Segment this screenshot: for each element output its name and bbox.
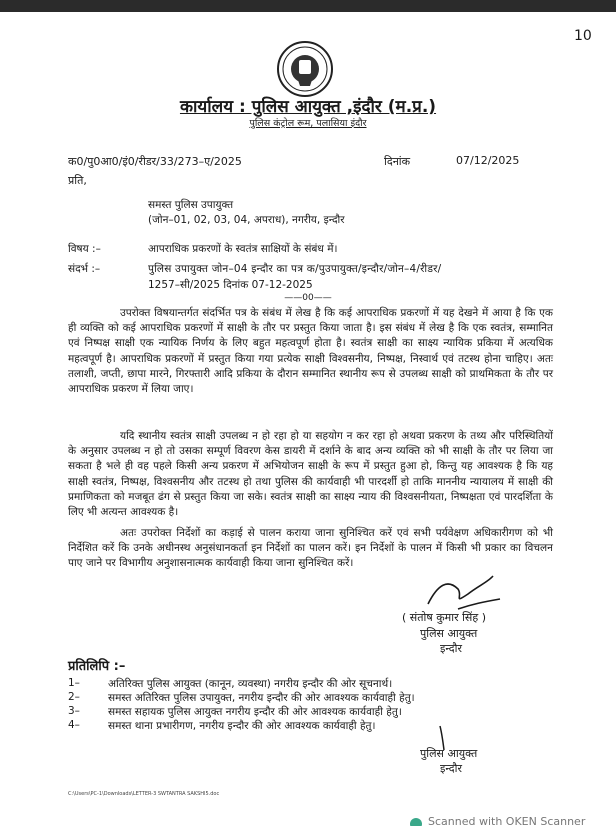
body-paragraph-1 bbox=[68, 306, 553, 397]
body-paragraph-1-text: उपरोक्त विषयान्तर्गत संदर्भित पत्र के संबंध में लेख है कि कई आपराधिक प्रकरणों में यह देखने में आया है कि एक ही व्यक्ति को कई आपराधिक प्रकरणों में साक्षी के तौर पर प्रस्तुत किया जाता है। इस संबंध में लेख है कि एक स्वतंत्र, सम्मानित एवं निष्पक्ष साक्षी एक न्यायिक निर्णय के लिए बहुत महत्वपूर्ण होता है। स्वतंत्र साक्षी का साक्ष्य न्यायिक प्रकिया में अत्यधिक महत्वपूर्ण है। आपराधिक प्रकरणों में प्रस्तुत किया गया प्रत्येक साक्षी विश्वसनीय, निष्पक्ष, निस्वार्थ एवं तटस्थ होना चाहिए। अतः तलाशी, जप्ती, छापा मारने, गिरफ्तारी आदि प्रकिया के दौरान सम्मानित स्थानीय रूप से उपलब्ध साक्षी को प्राथमिकता के तौर पर आपराधिक प्रकरण में लिया जाए। bbox=[68, 307, 553, 396]
subject-text: आपराधिक प्रकरणों के स्वतंत्र साक्षियों के संबंध में। bbox=[148, 243, 338, 255]
to-label: प्रति, bbox=[68, 174, 87, 187]
reference-line2: 1257–सी/2025 दिनांक 07-12-2025 bbox=[148, 279, 313, 291]
divider: ——00—— bbox=[284, 293, 332, 303]
copy-item-text: अतिरिक्त पुलिस आयुक्त (कानून, व्यवस्था) नगरीय इन्दौर की ओर सूचनार्थ। bbox=[108, 678, 393, 690]
copy-item-text: समस्त सहायक पुलिस आयुक्त नगरीय इन्दौर की ओर आवश्यक कार्यवाही हेतु। bbox=[108, 706, 402, 718]
date-label: दिनांक bbox=[384, 155, 411, 168]
body-paragraph-3-text: अतः उपरोक्त निर्देशों का कड़ाई से पालन कराया जाना सुनिश्चित करें एवं सभी पर्यवेक्षण अधिकारीगण को भी निर्देशित करें कि उनके अधीनस्थ अनुसंधानकर्ता इन निर्देशों का पालन करें। इन निर्देशों के पालन में किसी भी प्रकार का विचलन पाए जाने पर विभागीय अनुशासनात्मक कार्यवाही किया जाना सुनिश्चित करें। bbox=[68, 527, 553, 570]
addressee-line2: (जोन–01, 02, 03, 04, अपराध), नगरीय, इन्दौर bbox=[148, 214, 345, 226]
copy-item-number: 1– bbox=[68, 677, 80, 689]
office-title: कार्यालय : पुलिस आयुक्त ,इंदौर (म.प्र.) bbox=[179, 97, 437, 117]
signatory-city: इन्दौर bbox=[440, 642, 462, 655]
status-bar bbox=[0, 0, 616, 12]
date-value: 07/12/2025 bbox=[456, 154, 520, 167]
body-paragraph-2 bbox=[68, 429, 553, 520]
body-paragraph-2-text: यदि स्थानीय स्वतंत्र साक्षी उपलब्ध न हो रहा हो या सहयोग न कर रहा हो अथवा प्रकरण के तथ्य और परिस्थितियों के अनुसार उपलब्ध न हो तो उसका सम्पूर्ण विवरण केस डायरी में दर्शाने के बाद अन्य व्यक्ति को भी साक्षी के तौर पर लिया जा सकता है भले ही वह पहले किसी अन्य प्रकरण में अभियोजन साक्षी के रूप में प्रस्तुत हुआ हो, किन्तु यह आवश्यक है कि यह साक्षी स्वतंत्र, निष्पक्ष, विश्वसनीय और तटस्थ हो तथा पुलिस की कार्यवाही भी पारदर्शी हो ताकि माननीय न्यायालय में साक्षी की प्रमाणिकता को मजबूत ढंग से प्रस्तुत किया जा सके। स्वतंत्र साक्षी का साक्ष्य न्याय की विश्वसनीयता, निष्पक्षता एवं पारदर्शिता के लिए भी अत्यन्त आवश्यक है। bbox=[68, 430, 553, 519]
subject-label: विषय :– bbox=[68, 243, 101, 255]
police-emblem-icon bbox=[276, 40, 334, 98]
copy-item-number: 2– bbox=[68, 691, 80, 703]
scanner-logo-icon bbox=[410, 818, 422, 826]
reference-number: क0/पु0आ0/इं0/रीडर/33/273–ए/2025 bbox=[68, 155, 242, 168]
copy-item-number: 4– bbox=[68, 719, 80, 731]
signatory-designation: पुलिस आयुक्त bbox=[420, 627, 478, 640]
reference-line1: पुलिस उपायुक्त जोन–04 इन्दौर का पत्र क/पुउपायुक्त/इन्दौर/जोन–4/रीडर/ bbox=[148, 263, 442, 275]
signature bbox=[418, 574, 508, 614]
signatory2-designation: पुलिस आयुक्त bbox=[420, 747, 478, 760]
copy-item-number: 3– bbox=[68, 705, 80, 717]
signatory-name: ( संतोष कुमार सिंह ) bbox=[402, 611, 486, 624]
addressee-line1: समस्त पुलिस उपायुक्त bbox=[148, 199, 234, 211]
copy-item-text: समस्त अतिरिक्त पुलिस उपायुक्त, नगरीय इन्दौर की ओर आवश्यक कार्यवाही हेतु। bbox=[108, 692, 415, 704]
footer-file-path: C:\Users\PC-1\Downloads\LETTER-3 SWTANTRA SAKSHI5.doc bbox=[68, 791, 220, 797]
body-paragraph-3 bbox=[68, 526, 553, 572]
document-page bbox=[0, 12, 616, 826]
copy-to-heading: प्रतिलिपि :– bbox=[68, 659, 126, 674]
reference-label: संदर्भ :– bbox=[68, 263, 101, 275]
signatory2-city: इन्दौर bbox=[440, 762, 462, 775]
copy-item-text: समस्त थाना प्रभारीगण, नगरीय इन्दौर की ओर आवश्यक कार्यवाही हेतु। bbox=[108, 720, 376, 732]
page-number: 10 bbox=[574, 28, 592, 44]
scanner-watermark: Scanned with OKEN Scanner bbox=[428, 815, 586, 826]
office-subtitle: पुलिस कंट्रोल रूम, पलासिया इंदौर bbox=[249, 118, 367, 129]
